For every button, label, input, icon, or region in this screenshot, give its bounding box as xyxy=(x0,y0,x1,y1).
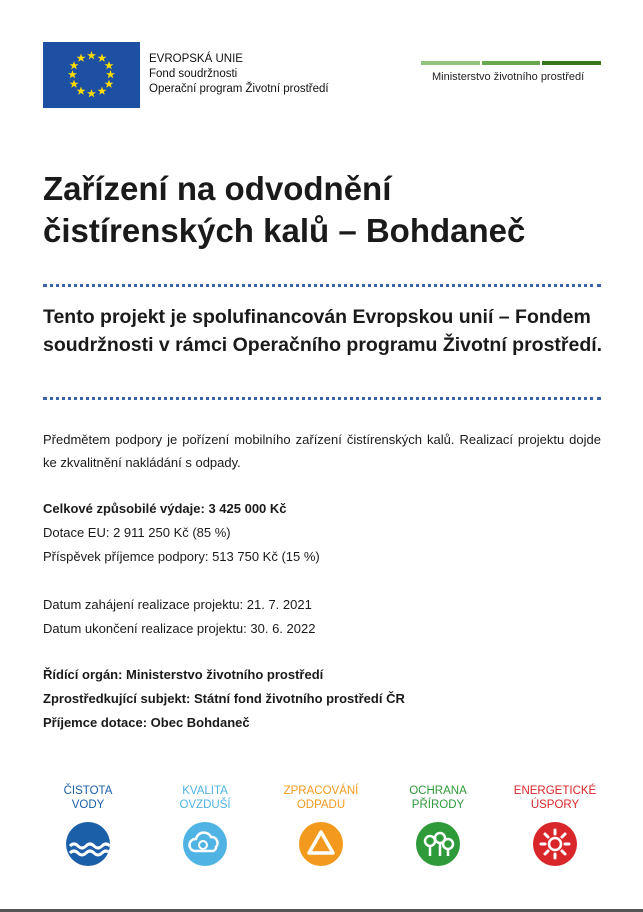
theme-label-line2: ÚSPORY xyxy=(530,799,580,811)
theme-nature xyxy=(388,784,488,866)
ministry-bar xyxy=(542,61,601,65)
cofinancing-statement: Tento projekt je spolufinancován Evropskou unií – Fondem soudržnosti v rámci Operačního programu Životní prostředí. xyxy=(43,306,603,356)
theme-label-line1: OCHRANA xyxy=(409,785,467,797)
eu-line-2: Fond soudržnosti xyxy=(149,68,238,80)
eu-line-1: EVROPSKÁ UNIE xyxy=(149,53,243,65)
theme-waste xyxy=(271,784,371,866)
eu-grant: Dotace EU: 2 911 250 Kč (85 %) xyxy=(43,525,231,540)
ministry-logo-bars xyxy=(421,61,601,65)
managing-authority: Řídící orgán: Ministerstvo životního prostředí xyxy=(43,667,324,682)
ministry-name: Ministerstvo životního prostředí xyxy=(432,71,585,83)
ministry-bar xyxy=(482,61,541,65)
end-date: Datum ukončení realizace projektu: 30. 6. 2022 xyxy=(43,621,316,636)
title-line-1: Zařízení na odvodnění xyxy=(43,170,392,207)
page-title xyxy=(43,168,603,252)
theme-air xyxy=(155,784,255,866)
theme-label-line1: ENERGETICKÉ xyxy=(513,785,597,797)
dotted-divider xyxy=(43,397,601,400)
triangle-icon xyxy=(299,822,343,866)
recipient-contribution: Příspěvek příjemce podpory: 513 750 Kč (15 %) xyxy=(43,549,320,564)
theme-label-line2: PŘÍRODY xyxy=(411,799,465,811)
project-description: Předmětem podpory je pořízení mobilního zařízení čistírenských kalů. Realizací projektu dojde ke zkvalitnění nakládání s odpady. xyxy=(43,432,601,470)
tree-icon xyxy=(416,822,460,866)
intermediate-body: Zprostředkující subjekt: Státní fond životního prostředí ČR xyxy=(43,691,405,706)
theme-water xyxy=(38,784,138,866)
theme-energy xyxy=(505,784,605,866)
theme-label-line1: ZPRACOVÁNÍ xyxy=(283,785,359,797)
eu-line-3: Operační program Životní prostředí xyxy=(149,83,329,95)
ministry-bar xyxy=(421,61,480,65)
cloud-icon xyxy=(183,822,227,866)
water-icon xyxy=(66,822,110,866)
theme-label-line2: OVZDUŠÍ xyxy=(179,799,231,811)
title-line-2: čistírenských kalů – Bohdaneč xyxy=(43,212,526,249)
theme-label-line2: ODPADU xyxy=(296,799,346,811)
eu-flag-icon xyxy=(43,42,140,108)
dotted-divider xyxy=(43,284,601,287)
theme-label-line1: ČISTOTA xyxy=(63,785,113,797)
theme-label-line2: VODY xyxy=(71,799,105,811)
sun-icon xyxy=(533,822,577,866)
total-expenses: Celkové způsobilé výdaje: 3 425 000 Kč xyxy=(43,501,287,516)
start-date: Datum zahájení realizace projektu: 21. 7. 2021 xyxy=(43,597,312,612)
grant-recipient: Příjemce dotace: Obec Bohdaneč xyxy=(43,715,250,730)
eu-program-text xyxy=(149,52,329,97)
theme-label-line1: KVALITA xyxy=(182,785,228,797)
